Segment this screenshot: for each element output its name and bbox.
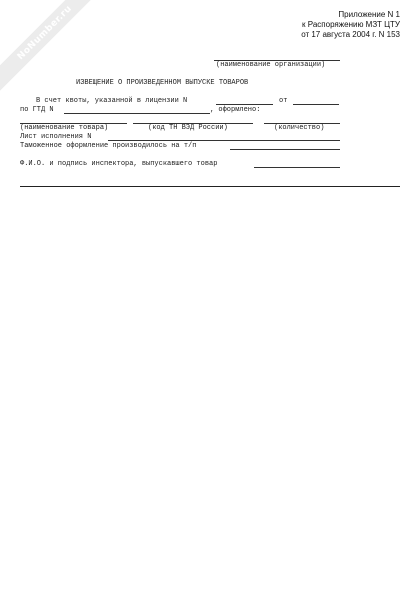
gtd-label: по ГТД N — [20, 106, 54, 114]
goods-name-caption: (наименование товара) — [20, 124, 109, 132]
bottom-rule — [20, 186, 400, 187]
appendix-line-2: к Распоряжению МЗТ ЦТУ — [302, 20, 400, 29]
gtd-number-line — [64, 113, 210, 114]
appendix-line-3: от 17 августа 2004 г. N 153 — [301, 30, 400, 39]
quota-label: В счет квоты, указанной в лицензии N — [36, 97, 188, 105]
quantity-caption: (количество) — [274, 124, 325, 132]
form-title: ИЗВЕЩЕНИЕ О ПРОИЗВЕДЕННОМ ВЫПУСКЕ ТОВАРОВ — [76, 79, 249, 87]
watermark-text: NoNumber.ru — [15, 3, 75, 63]
sheet-number-line — [108, 140, 340, 141]
customs-post-line — [230, 149, 340, 150]
org-name-caption: (наименование организации) — [216, 61, 326, 69]
sheet-label: Лист исполнения N — [20, 133, 92, 141]
tnved-code-caption: (код ТН ВЭД России) — [148, 124, 228, 132]
appendix-line-1: Приложение N 1 — [338, 10, 400, 19]
formed-label: , оформлено: — [210, 106, 261, 114]
inspector-label: Ф.И.О. и подпись инспектора, выпускавшего товар — [20, 160, 218, 168]
license-date-line — [293, 104, 339, 105]
license-number-line — [216, 104, 273, 105]
appendix-header — [301, 10, 400, 40]
customs-label: Таможенное оформление производилось на т/п — [20, 142, 197, 150]
inspector-signature-line — [254, 167, 340, 168]
from-label: от — [279, 97, 288, 105]
